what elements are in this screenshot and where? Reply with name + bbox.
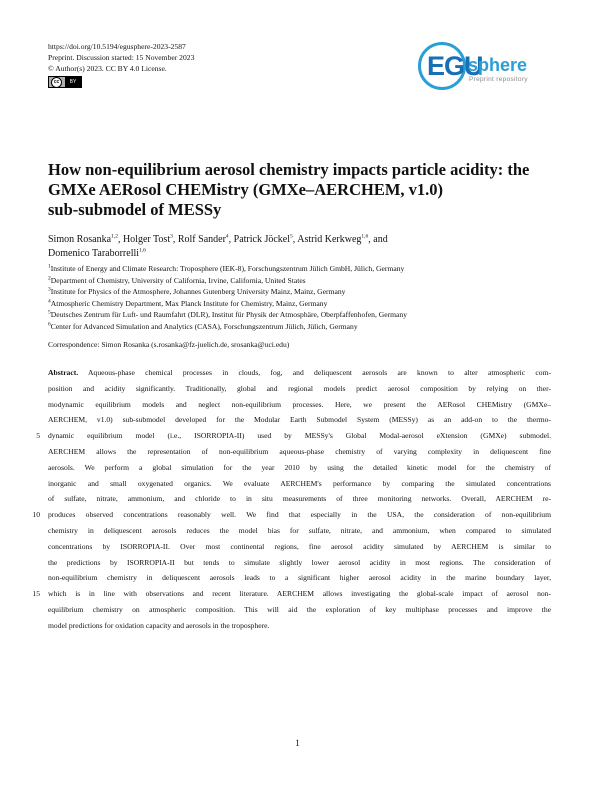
line-number: 10: [32, 510, 40, 520]
doi-link[interactable]: https://doi.org/10.5194/egusphere-2023-2587: [48, 42, 186, 51]
abstract-line: equilibrium chemistry on atmospheric composition. This will aid the exploration of key multiphase processes and improve the: [48, 604, 551, 614]
author-name: Holger Tost: [122, 234, 171, 245]
author-name: Simon Rosanka: [48, 234, 112, 245]
by-icon: BY: [65, 77, 81, 87]
license-line: © Author(s) 2023. CC BY 4.0 License.: [48, 64, 167, 73]
abstract: [32, 365, 552, 634]
author-list: Simon Rosanka$^{1,2}$, Holger Tost$^3$, Rolf Sander$^4$, Patrick Jöckel$^5$, Astrid Kerkweg$^{1,6}$, and Domenico Taraborrelli$^{1,6}$: [48, 233, 388, 259]
line-number: 5: [36, 431, 40, 441]
abstract-line: aerosols. We perform a global simulation for the year 2010 by using the detailed kinetic model for the chemistry of: [48, 462, 551, 472]
affiliation-item: $^4$Atmospheric Chemistry Department, Max Planck Institute for Chemistry, Mainz, Germany: [48, 297, 328, 308]
affiliation-item: $^2$Department of Chemistry, University of California, Irvine, California, United States: [48, 274, 306, 285]
affiliation-item: $^3$Institute for Physics of the Atmosphere, Johannes Gutenberg University Mainz, Mainz, Germany: [48, 286, 346, 296]
abstract-line: position and acidity significantly. Traditionally, global and regional models predict aerosol composition by relying on ther-: [48, 383, 551, 393]
logo-egu-text: EGU: [427, 51, 483, 81]
title-line: How non-equilibrium aerosol chemistry impacts particle acidity: the: [48, 160, 530, 179]
abstract-line: non-equilibrium chemistry in deliquescent aerosols leads to a significant higher aerosol acidity in the marine boundary layer,: [48, 573, 551, 583]
abstract-line: of sulfate, nitrate, ammonium, and chloride to in situ measurements of three monitoring networks. Overall, AERCHEM re-: [48, 494, 551, 504]
abstract-line: AERCHEM allows the representation of non-equilibrium aqueous-phase chemistry of varying complexity in deliquescent fine: [48, 446, 551, 456]
preprint-metadata: [48, 41, 194, 88]
abstract-line: concentrations by ISORROPIA-II. Over most continental regions, fine aerosol acidity simulated by AERCHEM is similar to: [48, 541, 551, 551]
author-name: Patrick Jöckel: [233, 234, 291, 245]
affiliation-item: $^6$Center for Advanced Simulation and Analytics (CASA), Forschungszentrum Jülich, Jülich, Germany: [48, 320, 358, 331]
affiliation-item: $^5$Deutsches Zentrum für Luft- und Raumfahrt (DLR), Institut für Physik der Atmosphäre, Oberpfaffenhofen, Germany: [48, 309, 407, 319]
line-number: 15: [32, 589, 40, 599]
abstract-line: chemistry in deliquescent aerosols reduces the model bias for sulfate, nitrate, and ammonium, when compared to simulated: [48, 525, 551, 535]
title-line: GMXe AERosol CHEMistry (GMXe–AERCHEM, v1.0): [48, 180, 444, 199]
page-number: 1: [295, 738, 300, 748]
author-name: Domenico Taraborrelli: [48, 248, 140, 259]
cc-icon: cc: [51, 77, 62, 88]
abstract-line: 15 which is in line with observations and recent literature. AERCHEM allows investigating the global-scale impact of aerosol non-: [48, 586, 551, 602]
author-affiliation-mark: 4: [225, 233, 229, 240]
egusphere-logo: [418, 42, 550, 94]
author-name: Astrid Kerkweg: [297, 234, 362, 245]
logo-sphere-text: sphere: [468, 55, 528, 75]
discussion-date: Preprint. Discussion started: 15 November 2023: [48, 53, 195, 62]
abstract-line: modynamic equilibrium models and neglect non-equilibrium processes. Here, we present the AERosol CHEMistry (GMXe–: [48, 399, 551, 409]
paper-title: [48, 160, 558, 220]
author-affiliation-mark: 5: [290, 233, 293, 240]
abstract-line: 5 dynamic equilibrium model (i.e., ISORROPIA-II) used by MESSy's Global Modal-aerosol eXtension (GMXe) submodel.: [48, 428, 551, 444]
author-affiliation-mark: 1,2: [111, 233, 118, 240]
cc-by-license-badge[interactable]: [48, 76, 82, 88]
abstract-line: the predictions by ISORROPIA-II but tends to simulate slightly lower aerosol acidity in most regions. The consideration of: [48, 557, 551, 567]
author-name: Rolf Sander: [177, 234, 226, 245]
abstract-line: AERCHEM, v1.0) sub-submodel developed for the Modular Earth Submodel System (MESSy) as an add-on to the thermo-: [48, 415, 551, 425]
logo-repository-text: Preprint repository: [469, 76, 528, 83]
abstract-line: 10 produces observed concentrations reasonably well. We find that especially in the USA, the consideration of non-equilibrium: [48, 507, 551, 523]
abstract-line: Abstract. Aqueous-phase chemical processes in clouds, fog, and deliquescent aerosols are known to alter atmospheric com-: [48, 368, 552, 377]
correspondence: Correspondence: Simon Rosanka (s.rosanka@fz-juelich.de, srosanka@uci.edu): [48, 340, 290, 349]
author-affiliation-mark: 1,6: [139, 247, 146, 254]
author-affiliation-mark: 1,6: [361, 233, 369, 240]
affiliation-item: $^1$Institute of Energy and Climate Research: Troposphere (IEK-8), Forschungszentrum Jülich GmbH, Jülich, Germany: [48, 263, 405, 273]
abstract-label: Abstract.: [48, 368, 79, 377]
abstract-line: model predictions for oxidation capacity and aerosols in the troposphere.: [48, 620, 270, 630]
affiliation-list: [48, 263, 558, 332]
author-affiliation-mark: 3: [170, 233, 173, 240]
title-line: sub-submodel of MESSy: [48, 200, 222, 219]
abstract-line: inorganic and small oxygenated organics. We evaluate AERCHEM's performance by comparing the simulated concentrations: [48, 478, 551, 488]
